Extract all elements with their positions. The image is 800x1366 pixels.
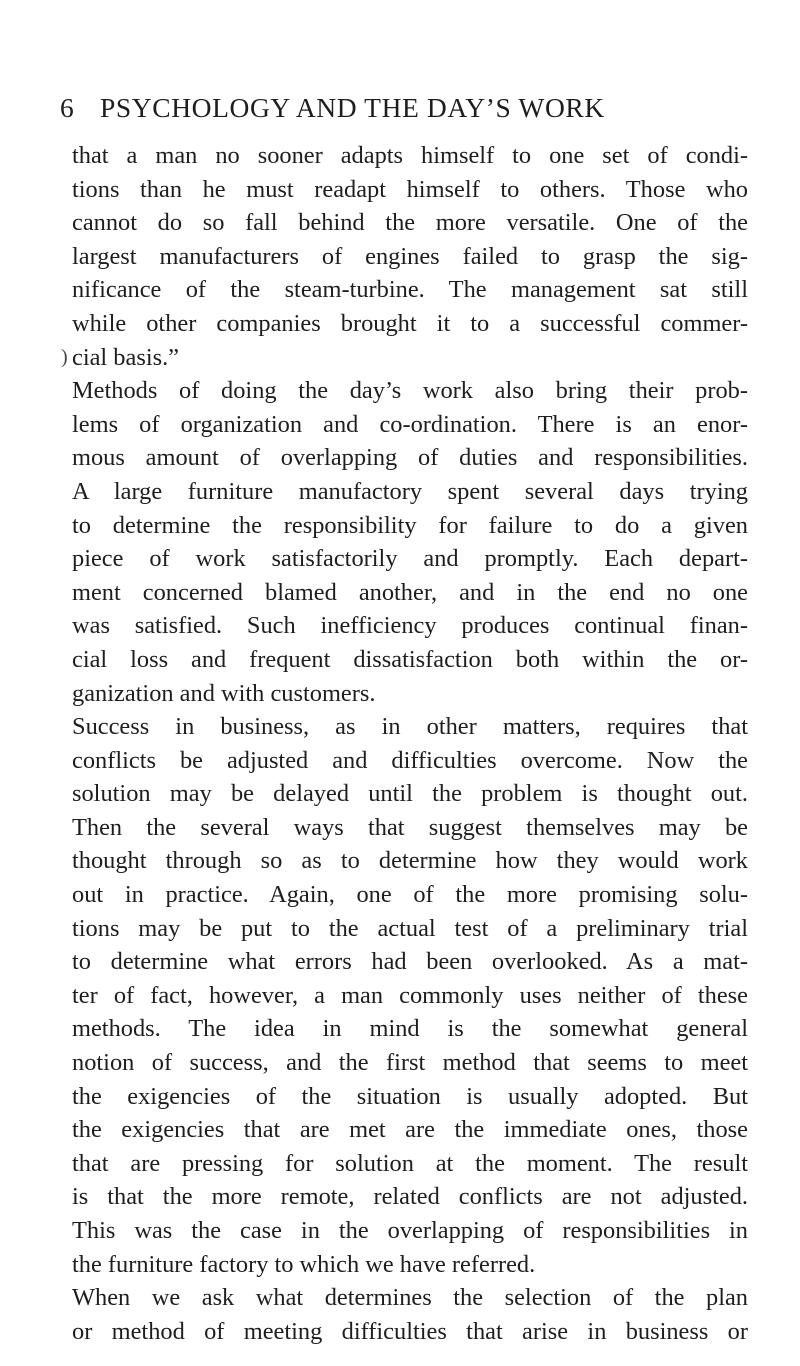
text-line: This was the case in the overlapping of responsibilities in xyxy=(72,1217,748,1244)
text-line: When we ask what determines the selection of the plan xyxy=(72,1284,748,1312)
text-line: mous amount of overlapping of duties and responsibilities. xyxy=(72,444,748,472)
text-line: the exigencies that are met are the immediate ones, those xyxy=(72,1116,748,1144)
text-line: notion of success, and the first method that seems to meet xyxy=(72,1049,748,1077)
text-line: the exigencies of the situation is usually adopted. But xyxy=(72,1082,748,1110)
running-head xyxy=(60,88,700,128)
running-head-title: PSYCHOLOGY AND THE DAY’S WORK xyxy=(100,92,605,123)
text-line: Methods of doing the day’s work also bring their prob- xyxy=(72,377,748,405)
text-line: Success in business, as in other matters, requires that xyxy=(72,713,748,741)
text-line: tions than he must readapt himself to others. Those who xyxy=(72,175,748,203)
text-line: conflicts be adjusted and difficulties overcome. Now the xyxy=(72,746,748,774)
text-line: while other companies brought it to a successful commer- xyxy=(72,309,748,337)
text-line: that a man no sooner adapts himself to one set of condi- xyxy=(72,142,748,169)
body-text xyxy=(72,139,748,1348)
text-line: out in practice. Again, one of the more promising solu- xyxy=(72,881,748,909)
text-line: lems of organization and co-ordination. There is an enor- xyxy=(72,410,748,438)
text-line: ganization and with customers. xyxy=(72,679,376,707)
text-line: Then the several ways that suggest themselves may be xyxy=(72,813,748,841)
margin-mark: ) xyxy=(61,346,68,368)
text-line: methods. The idea in mind is the somewhat general xyxy=(72,1015,748,1043)
text-line: cial basis.” xyxy=(72,343,180,371)
text-line: largest manufacturers of engines failed to grasp the sig- xyxy=(72,242,748,270)
text-line: ter of fact, however, a man commonly uses neither of these xyxy=(72,981,748,1009)
text-line: nificance of the steam-turbine. The management sat still xyxy=(72,276,748,304)
text-line: is that the more remote, related conflicts are not adjusted. xyxy=(72,1183,748,1211)
text-line: tions may be put to the actual test of a preliminary trial xyxy=(72,914,748,942)
text-line: ment concerned blamed another, and in the end no one xyxy=(72,578,748,606)
text-line: thought through so as to determine how they would work xyxy=(72,847,748,875)
page-number: 6 xyxy=(60,92,75,123)
text-line: the furniture factory to which we have referred. xyxy=(72,1250,536,1278)
text-line: A large furniture manufactory spent several days trying xyxy=(72,477,748,505)
text-line: piece of work satisfactorily and promptly. Each depart- xyxy=(72,545,748,573)
text-line: solution may be delayed until the problem is thought out. xyxy=(72,780,748,808)
text-line: to determine the responsibility for failure to do a given xyxy=(72,511,748,539)
text-line: to determine what errors had been overlooked. As a mat- xyxy=(72,948,748,976)
text-line: that are pressing for solution at the moment. The result xyxy=(72,1149,748,1177)
text-line: cannot do so fall behind the more versatile. One of the xyxy=(72,209,748,237)
text-line: cial loss and frequent dissatisfaction both within the or- xyxy=(72,645,748,673)
text-line: or method of meeting difficulties that arise in business or xyxy=(72,1317,748,1345)
text-line: was satisfied. Such inefficiency produces continual finan- xyxy=(72,612,748,640)
